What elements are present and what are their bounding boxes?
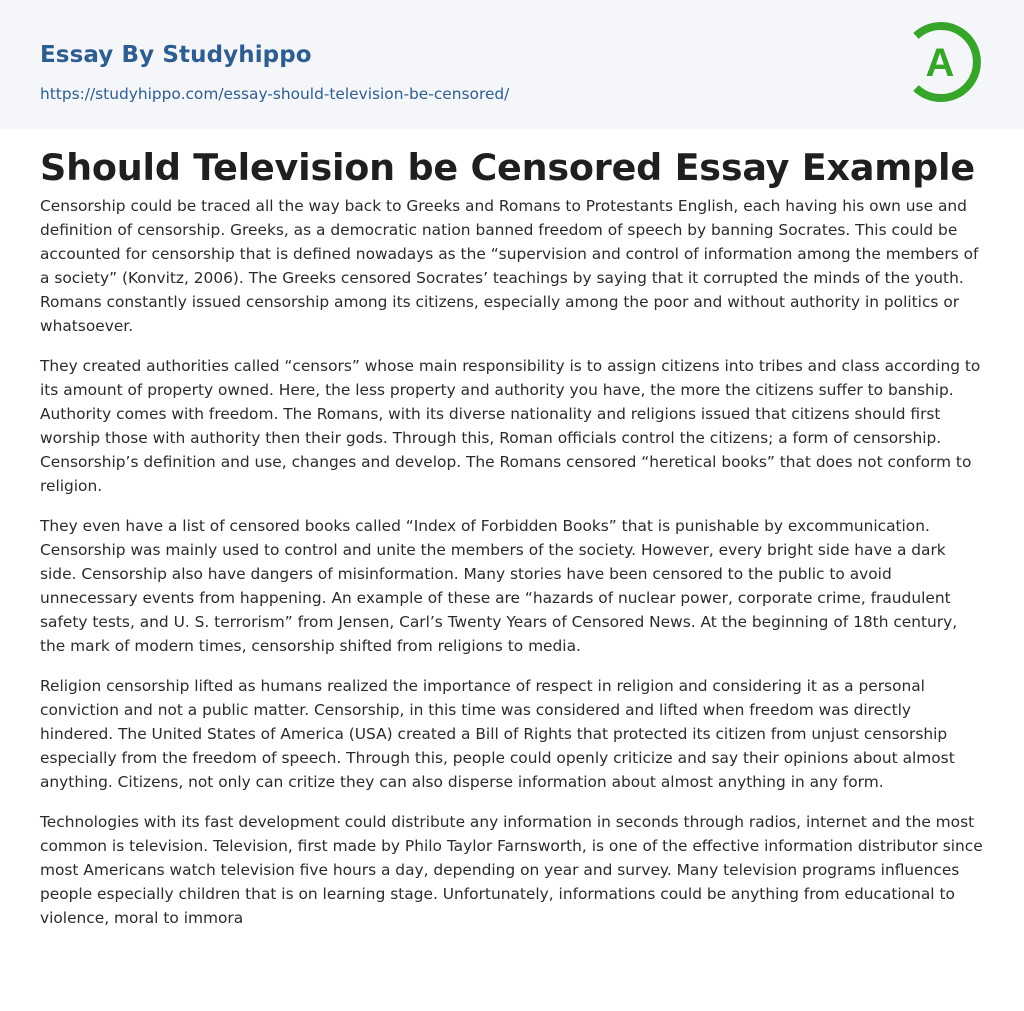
- essay-paragraph: Censorship could be traced all the way back to Greeks and Romans to Protestants English, each having his own use and definition of censorship. Greeks, as a democratic nation banned freedom of speech by banning Socrates. This could be accounted for censorship that is defined nowadays as the “supervision and control of information among the members of a society” (Konvitz, 2006). The Greeks censored Socrates’ teachings by saying that it corrupted the minds of the youth. Romans constantly issued censorship among its citizens, especially among the poor and without authority in politics or whatsoever.: [40, 197, 979, 335]
- essay-body: [40, 194, 985, 946]
- essay-paragraph: They even have a list of censored books called “Index of Forbidden Books” that is punishable by excommunication. Censorship was mainly used to control and unite the members of the society. However, every bright side have a dark side. Censorship also have dangers of misinformation. Many stories have been censored to the public to avoid unnecessary events from happening. An example of these are “hazards of nuclear power, corporate crime, fraudulent safety tests, and U. S. terrorism” from Jensen, Carl’s Twenty Years of Censored News. At the beginning of 18th century, the mark of modern times, censorship shifted from religions to media.: [40, 517, 958, 655]
- essay-paragraph: Technologies with its fast development could distribute any information in seconds through radios, internet and the most common is television. Television, first made by Philo Taylor Farnsworth, is one of the effective information distributor since most Americans watch television five hours a day, depending on year and survey. Many television programs influences people especially children that is on learning stage. Unfortunately, informations could be anything from educational to violence, moral to immora: [40, 813, 983, 927]
- essay-url-link[interactable]: https://studyhippo.com/essay-should-television-be-censored/: [40, 85, 510, 103]
- essay-paragraph: Religion censorship lifted as humans realized the importance of respect in religion and considering it as a personal conviction and not a public matter. Censorship, in this time was considered and lifted when freedom was directly hindered. The United States of America (USA) created a Bill of Rights that protected its citizen from unjust censorship especially from the freedom of speech. Through this, people could openly criticize and say their opinions about almost anything. Citizens, not only can critize they can also disperse information about almost anything in any form.: [40, 677, 955, 791]
- essay-paragraph: They created authorities called “censors” whose main responsibility is to assign citizens into tribes and class according to its amount of property owned. Here, the less property and authority you have, the more the citizens suffer to banship. Authority comes with freedom. The Romans, with its diverse nationality and religions issued that citizens should first worship those with authority then their gods. Through this, Roman officials control the citizens; a form of censorship. Censorship’s definition and use, changes and develop. The Romans censored “heretical books” that does not conform to religion.: [40, 357, 981, 495]
- site-brand[interactable]: Essay By Studyhippo: [40, 42, 312, 68]
- page-title: Should Television be Censored Essay Example: [40, 146, 975, 189]
- studyhippo-logo-icon[interactable]: [908, 18, 988, 106]
- logo-letter: A: [925, 41, 955, 85]
- site-header: [0, 0, 1024, 129]
